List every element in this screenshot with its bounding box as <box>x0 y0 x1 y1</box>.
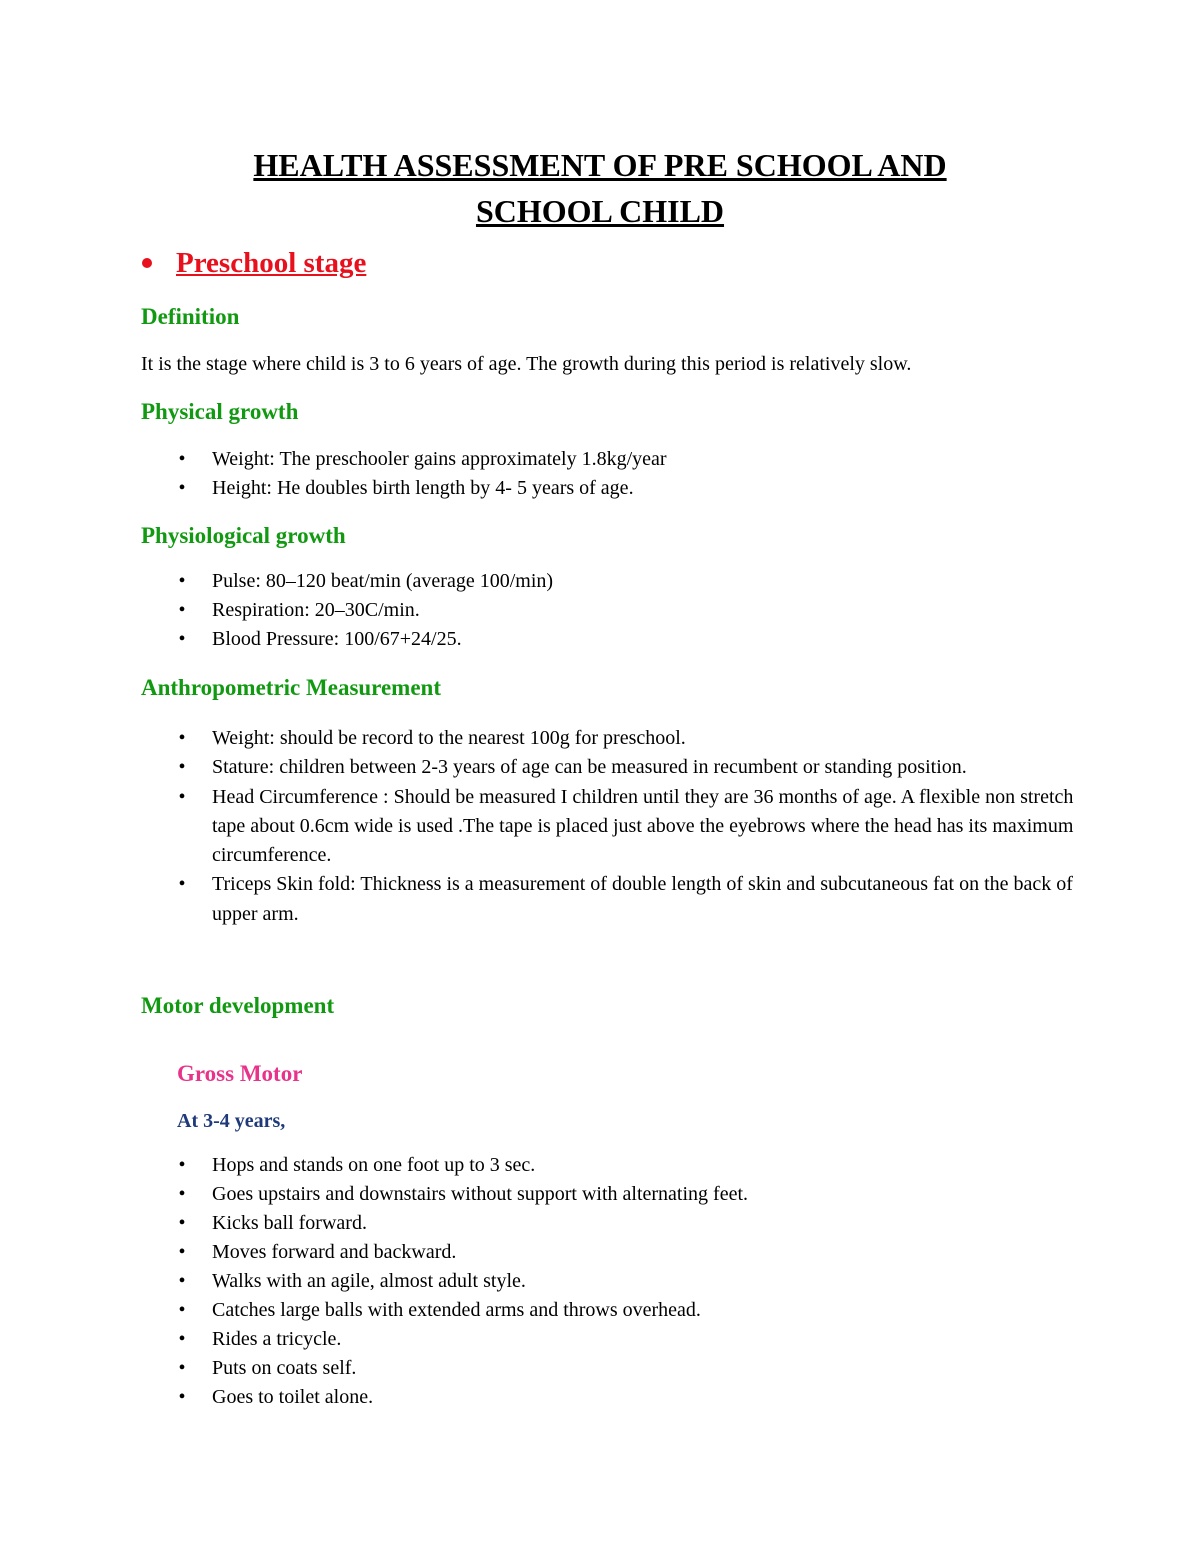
list-item: • Goes upstairs and downstairs without support with alternating feet. <box>0 1180 1080 1209</box>
age-heading: At 3-4 years, <box>177 1110 286 1132</box>
bullet-icon: • <box>178 599 186 621</box>
list-item: • Weight: should be record to the nearest 100g for preschool. <box>0 724 1080 753</box>
list-item: • Moves forward and backward. <box>0 1238 1080 1267</box>
anthropometric-list <box>0 724 1080 929</box>
stage-heading-text: Preschool stage <box>176 247 367 279</box>
bullet-icon: • <box>178 1212 186 1234</box>
list-item: • Blood Pressure: 100/67+24/25. <box>0 625 1080 654</box>
bullet-icon: • <box>178 1154 186 1176</box>
bullet-icon: • <box>178 1241 186 1263</box>
definition-text: It is the stage where child is 3 to 6 years of age. The growth during this period is relatively slow. <box>141 353 912 375</box>
bullet-icon: • <box>178 570 186 592</box>
bullet-icon: • <box>178 1357 186 1379</box>
bullet-icon: • <box>178 785 186 808</box>
gross-motor-list <box>0 1151 1080 1412</box>
list-item: • Stature: children between 2-3 years of age can be measured in recumbent or standing position. <box>0 753 1080 782</box>
motor-development-heading: Motor development <box>141 993 335 1018</box>
bullet-icon: • <box>178 727 186 749</box>
gross-motor-heading: Gross Motor <box>177 1061 303 1086</box>
list-item: • Rides a tricycle. <box>0 1325 1080 1354</box>
bullet-icon: • <box>178 1386 186 1408</box>
list-item: • Triceps Skin fold: Thickness is a measurement of double length of skin and subcutaneous fat on the back of upper arm. <box>0 870 1080 929</box>
anthropometric-heading: Anthropometric Measurement <box>141 675 441 700</box>
bullet-icon: • <box>178 1328 186 1350</box>
bullet-icon: • <box>178 1270 186 1292</box>
list-item: • Height: He doubles birth length by 4- 5 years of age. <box>0 474 1080 503</box>
physiological-growth-heading: Physiological growth <box>141 523 346 548</box>
bullet-icon: • <box>178 1299 186 1321</box>
physical-growth-heading: Physical growth <box>141 399 299 424</box>
bullet-icon: • <box>178 448 186 470</box>
list-item: • Goes to toilet alone. <box>0 1383 1080 1412</box>
bullet-icon: • <box>178 756 186 779</box>
document-title <box>0 142 1200 234</box>
physical-growth-list <box>0 445 1080 503</box>
list-item: • Kicks ball forward. <box>0 1209 1080 1238</box>
bullet-dot-icon <box>142 258 152 268</box>
bullet-icon: • <box>178 1183 186 1205</box>
bullet-icon: • <box>178 477 186 499</box>
title-line-2: SCHOOL CHILD <box>475 193 725 229</box>
list-item: • Respiration: 20–30C/min. <box>0 596 1080 625</box>
definition-heading: Definition <box>141 304 240 329</box>
physiological-growth-list <box>0 567 1080 654</box>
list-item: • Puts on coats self. <box>0 1354 1080 1383</box>
stage-heading <box>142 244 366 282</box>
title-line-1: HEALTH ASSESSMENT OF PRE SCHOOL AND <box>253 147 947 183</box>
list-item: • Walks with an agile, almost adult style. <box>0 1267 1080 1296</box>
list-item: • Head Circumference : Should be measured I children until they are 36 months of age. A flexible non stretch tape about 0.6cm wide is used .The tape is placed just above the eyebrows where the head has its maximum circumference. <box>0 783 1080 871</box>
list-item: • Catches large balls with extended arms and throws overhead. <box>0 1296 1080 1325</box>
bullet-icon: • <box>178 628 186 650</box>
bullet-icon: • <box>178 873 186 896</box>
list-item: • Pulse: 80–120 beat/min (average 100/min) <box>0 567 1080 596</box>
list-item: • Weight: The preschooler gains approximately 1.8kg/year <box>0 445 1080 474</box>
list-item: • Hops and stands on one foot up to 3 sec. <box>0 1151 1080 1180</box>
